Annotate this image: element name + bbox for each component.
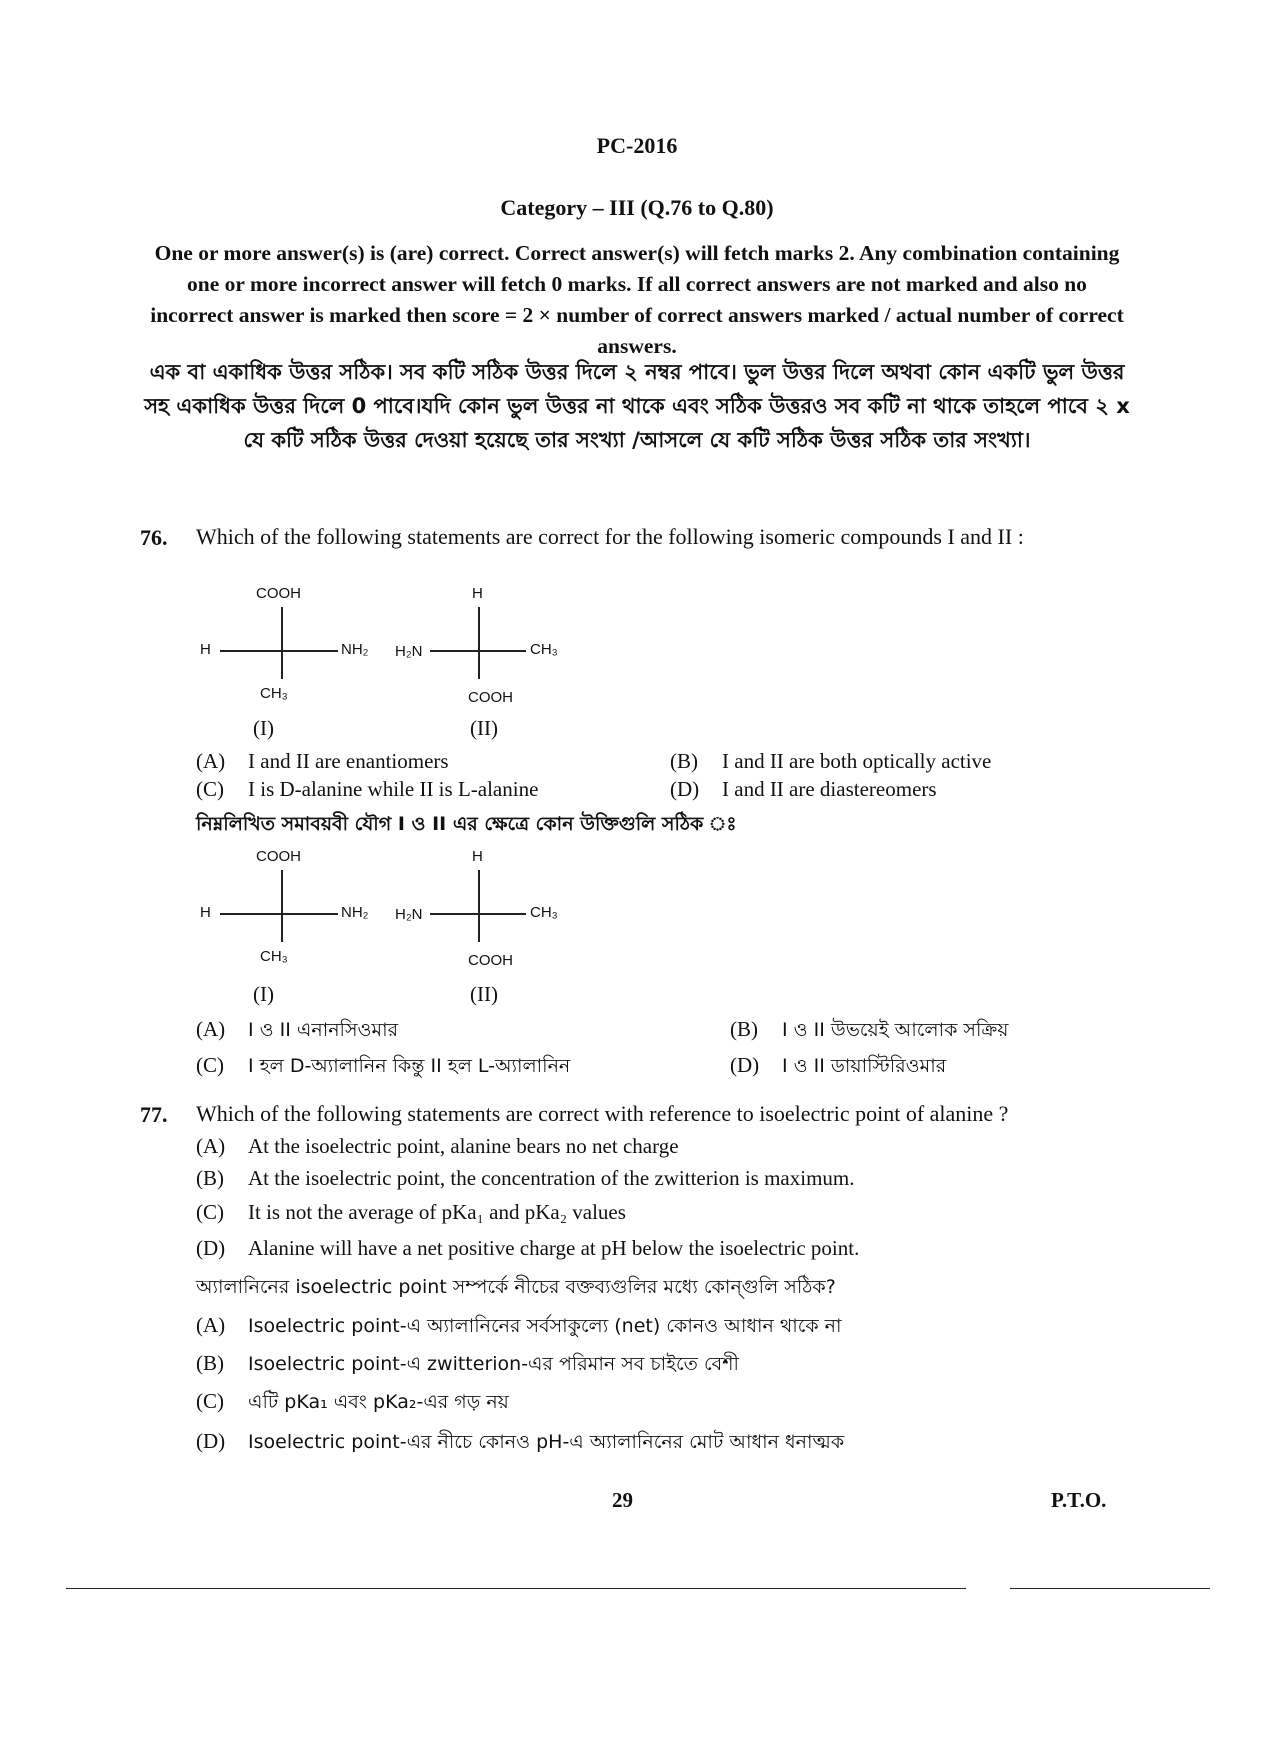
fig2-label: (II): [470, 716, 498, 740]
q76-option-c[interactable]: (C) I is D-alanine while II is L-alanine: [196, 777, 539, 801]
q77-option-d-bengali[interactable]: (D) Isoelectric point-এর নীচে কোনও pH-এ অ্যালানিনের মোট আধান ধনাত্মক: [196, 1429, 845, 1453]
footer-rule: [66, 1588, 966, 1589]
q76-option-d-bengali[interactable]: (D) I ও II ডায়াস্টিরিওমার: [730, 1053, 947, 1077]
q76-option-b[interactable]: (B) I and II are both optically active: [670, 749, 992, 773]
q76-option-a-bengali[interactable]: (A) I ও II এনানসিওমার: [196, 1017, 399, 1041]
q76-option-b-bengali[interactable]: (B) I ও II উভয়েই আলোক সক্রিয়: [730, 1017, 1009, 1041]
fig2-left: H₂N: [395, 906, 423, 923]
fischer-projections-1: [190, 585, 570, 735]
paper-code: PC-2016: [596, 133, 678, 158]
q77-option-a-bengali[interactable]: (A) Isoelectric point-এ অ্যালানিনের সর্বসাকুল্যে (net) কোনও আধান থাকে না: [196, 1313, 842, 1337]
pto-label: P.T.O.: [1051, 1488, 1107, 1512]
fig1-horizontal-bond: [220, 913, 338, 915]
category-title: Category – III (Q.76 to Q.80): [500, 195, 774, 220]
q77-option-d[interactable]: (D) Alanine will have a net positive charge at pH below the isoelectric point.: [196, 1236, 860, 1260]
q77-option-b-bengali[interactable]: (B) Isoelectric point-এ zwitterion-এর পরিমান সব চাইতে বেশী: [196, 1351, 739, 1375]
fig2-horizontal-bond: [430, 913, 526, 915]
fig1-right: NH₂: [341, 904, 369, 921]
q77-option-c-bengali[interactable]: (C) এটি pKa₁ এবং pKa₂-এর গড় নয়: [196, 1389, 509, 1413]
q77-option-b[interactable]: (B) At the isoelectric point, the concentration of the zwitterion is maximum.: [196, 1166, 855, 1190]
fig2-top: H: [472, 585, 483, 602]
q76-option-a[interactable]: (A) I and II are enantiomers: [196, 749, 449, 773]
fig2-horizontal-bond: [430, 650, 526, 652]
q76-option-c-bengali[interactable]: (C) I হল D-অ্যালানিন কিন্তু II হল L-অ্যালানিন: [196, 1053, 571, 1077]
q77-option-a[interactable]: (A) At the isoelectric point, alanine bears no net charge: [196, 1134, 679, 1158]
page-number: 29: [612, 1488, 633, 1512]
fig2-vertical-bond: [478, 870, 480, 942]
q77-option-c[interactable]: (C) It is not the average of pKa₁ and pKa₂ values: [196, 1200, 626, 1224]
fig1-right: NH₂: [341, 641, 369, 658]
fig1-bottom: CH₃: [260, 948, 288, 965]
question-number: 76.: [140, 525, 168, 550]
fig1-label: (I): [253, 716, 274, 740]
fig2-right: CH₃: [530, 904, 558, 921]
question-text-bengali: নিম্নলিখিত সমাবয়বী যৌগ I ও II এর ক্ষেত্রে কোন উক্তিগুলি সঠিক ঃ: [196, 813, 737, 835]
fig1-bottom: CH₃: [260, 685, 288, 702]
question-text-bengali: অ্যালানিনের isoelectric point সম্পর্কে নীচের বক্তব্যগুলির মধ্যে কোন্‌গুলি সঠিক?: [196, 1276, 836, 1298]
fig1-horizontal-bond: [220, 650, 338, 652]
q76-option-d[interactable]: (D) I and II are diastereomers: [670, 777, 937, 801]
question-number: 77.: [140, 1102, 168, 1127]
fig1-left: H: [200, 641, 211, 658]
fig2-top: H: [472, 848, 483, 865]
fig2-label: (II): [470, 982, 498, 1006]
question-text: Which of the following statements are correct with reference to isoelectric point of alanine ?: [196, 1101, 1009, 1126]
fig2-bottom: COOH: [468, 952, 513, 969]
fig1-left: H: [200, 904, 211, 921]
fig1-vertical-bond: [281, 870, 283, 942]
fig2-vertical-bond: [478, 607, 480, 679]
fischer-projections-2: [190, 848, 570, 998]
instructions-bengali: এক বা একাধিক উত্তর সঠিক। সব কটি সঠিক উত্তর দিলে ২ নম্বর পাবে। ভুল উত্তর দিলে অথবা কোন একটি ভুল উত্তর সহ একাধিক উত্তর দিলে 0 পাবে।যদি কোন ভুল উত্তর না থাকে এবং সঠিক উত্তরও সব কটি না থাকে তাহলে পাবে ২ x যে কটি সঠিক উত্তর দেওয়া হয়েছে তার সংখ্যা /আসলে যে কটি সঠিক উত্তর সঠিক তার সংখ্যা।: [144, 360, 1130, 452]
fig2-bottom: COOH: [468, 689, 513, 706]
fig1-top: COOH: [256, 848, 301, 865]
fig2-left: H₂N: [395, 643, 423, 660]
fig1-vertical-bond: [281, 607, 283, 679]
footer-rule-right: [1010, 1588, 1210, 1589]
question-text: Which of the following statements are correct for the following isomeric compounds I and II :: [196, 524, 1024, 549]
fig2-right: CH₃: [530, 641, 558, 658]
instructions-english: One or more answer(s) is (are) correct. Correct answer(s) will fetch marks 2. Any combination containing one or more incorrect answer will fetch 0 marks. If all correct answers are not marked and also no incorrect answer is marked then score = 2 × number of correct answers marked / actual number of correct answers.: [150, 241, 1124, 358]
fig1-top: COOH: [256, 585, 301, 602]
fig1-label: (I): [253, 982, 274, 1006]
